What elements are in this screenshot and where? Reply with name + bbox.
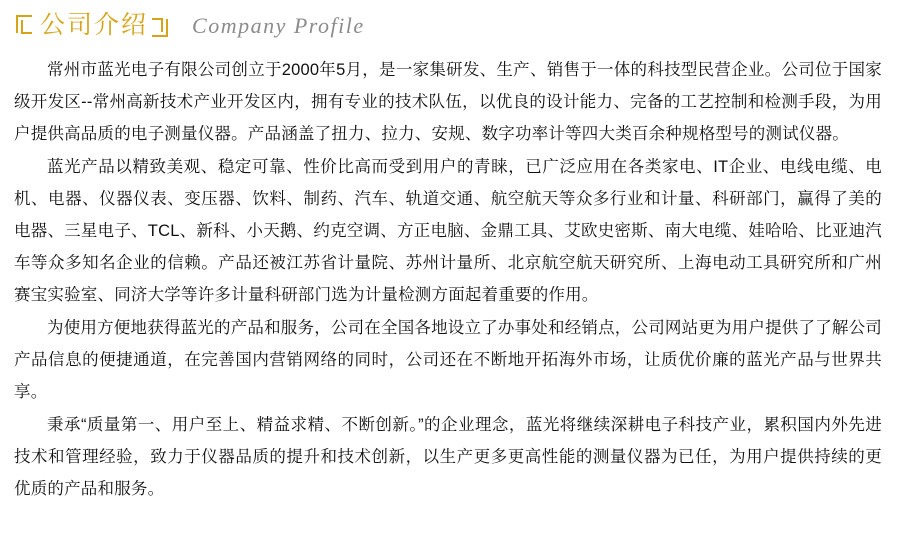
paragraph-3: 为使用方便地获得蓝光的产品和服务，公司在全国各地设立了办事处和经销点，公司网站更为用户提供了了解公司产品信息的便捷通道，在完善国内营销网络的同时，公司还在不断地开拓海外市场，让质优价廉的蓝光产品与世界共享。 — [14, 319, 882, 401]
corner-bracket-right-icon — [150, 13, 170, 39]
profile-body — [0, 48, 900, 505]
page-title-en: Company Profile — [192, 13, 365, 38]
corner-bracket-left-icon — [16, 13, 38, 39]
page-header — [0, 0, 900, 48]
page-title-cn: 公司介绍 — [40, 10, 149, 39]
paragraph-2: 蓝光产品以精致美观、稳定可靠、性价比高而受到用户的青睐，已广泛应用在各类家电、IT企业、电线电缆、电机、电器、仪器仪表、变压器、饮料、制药、汽车、轨道交通、航空航天等众多行业和计量、科研部门，赢得了美的电器、三星电子、TCL、新科、小天鹅、约克空调、方正电脑、金鼎工具、艾欧史密斯、南大电缆、娃哈哈、比亚迪汽车等众多知名企业的信赖。产品还被江苏省计量院、苏州计量所、北京航空航天研究所、上海电动工具研究所和广州赛宝实验室、同济大学等许多计量科研部门选为计量检测方面起着重要的作用。 — [14, 158, 882, 304]
paragraph-4: 秉承“质量第一、用户至上、精益求精、不断创新。”的企业理念，蓝光将继续深耕电子科技产业，累积国内外先进技术和管理经验，致力于仪器品质的提升和技术创新，以生产更多更高性能的测量仪器为已任，为用户提供持续的更优质的产品和服务。 — [14, 416, 882, 498]
paragraph-1: 常州市蓝光电子有限公司创立于2000年5月，是一家集研发、生产、销售于一体的科技型民营企业。公司位于国家级开发区--常州高新技术产业开发区内，拥有专业的技术队伍，以优良的设计能力、完备的工艺控制和检测手段，为用户提供高品质的电子测量仪器。产品涵盖了扭力、拉力、安规、数字功率计等四大类百余种规格型号的测试仪器。 — [14, 61, 882, 143]
